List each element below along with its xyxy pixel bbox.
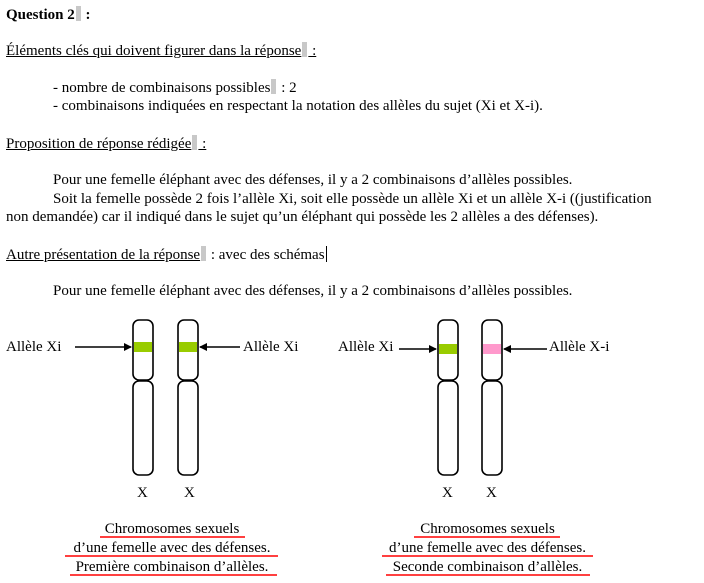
right-chromosome-label-2: X (486, 485, 497, 501)
allele-band-x-minus-i (483, 344, 501, 354)
caption-line: Chromosomes sexuels (420, 521, 555, 537)
caption-line: d’une femelle avec des défenses. (389, 540, 586, 556)
allele-band-xi (134, 342, 152, 352)
left-chromosome-2 (178, 320, 198, 475)
proposal-paragraph-1: Pour une femelle éléphant avec des défenses, il y a 2 combinaisons d’allèles possibles. (53, 172, 573, 188)
right-allele-label-1: Allèle Xi (338, 339, 394, 355)
question-title: Question 2 : (6, 7, 91, 23)
proposal-paragraph-2-line-1: Soit la femelle possède 2 fois l’allèle Xi, soit elle possède un allèle Xi et un allèle X-i ((justification (53, 191, 652, 207)
proposal-heading: Proposition de réponse rédigée : (6, 136, 207, 152)
left-chromosome-1 (133, 320, 153, 475)
caption-line: Première combinaison d’allèles. (75, 559, 269, 575)
right-allele-label-2: Allèle X-i (549, 339, 610, 355)
left-allele-label-2: Allèle Xi (243, 339, 299, 355)
right-chromosome-2 (482, 320, 502, 475)
right-chromosome-label-1: X (442, 485, 453, 501)
right-caption (355, 520, 620, 577)
left-caption (40, 520, 304, 577)
key-elements-heading: Éléments clés qui doivent figurer dans la réponse : (6, 43, 317, 59)
caption-line: d’une femelle avec des défenses. (73, 540, 271, 556)
caption-line: Chromosomes sexuels (104, 521, 240, 537)
proposal-paragraph-2-line-2: non demandée) car il indiqué dans le sujet qu’un éléphant qui possède les 2 allèles a des défenses). (6, 209, 599, 225)
left-allele-label-1: Allèle Xi (6, 339, 62, 355)
right-chromosome-1 (438, 320, 458, 475)
other-intro: Pour une femelle éléphant avec des défenses, il y a 2 combinaisons d’allèles possibles. (53, 283, 573, 299)
key-element-item-2: - combinaisons indiquées en respectant la notation des allèles du sujet (Xi et X-i). (53, 98, 543, 114)
allele-band-xi (439, 344, 457, 354)
left-chromosome-label-1: X (137, 485, 148, 501)
allele-band-xi (179, 342, 197, 352)
left-chromosome-label-2: X (184, 485, 195, 501)
caption-line: Seconde combinaison d’allèles. (392, 559, 583, 575)
other-heading: Autre présentation de la réponse : avec des schémas (6, 247, 325, 263)
key-element-item-1: - nombre de combinaisons possibles : 2 (53, 80, 297, 96)
